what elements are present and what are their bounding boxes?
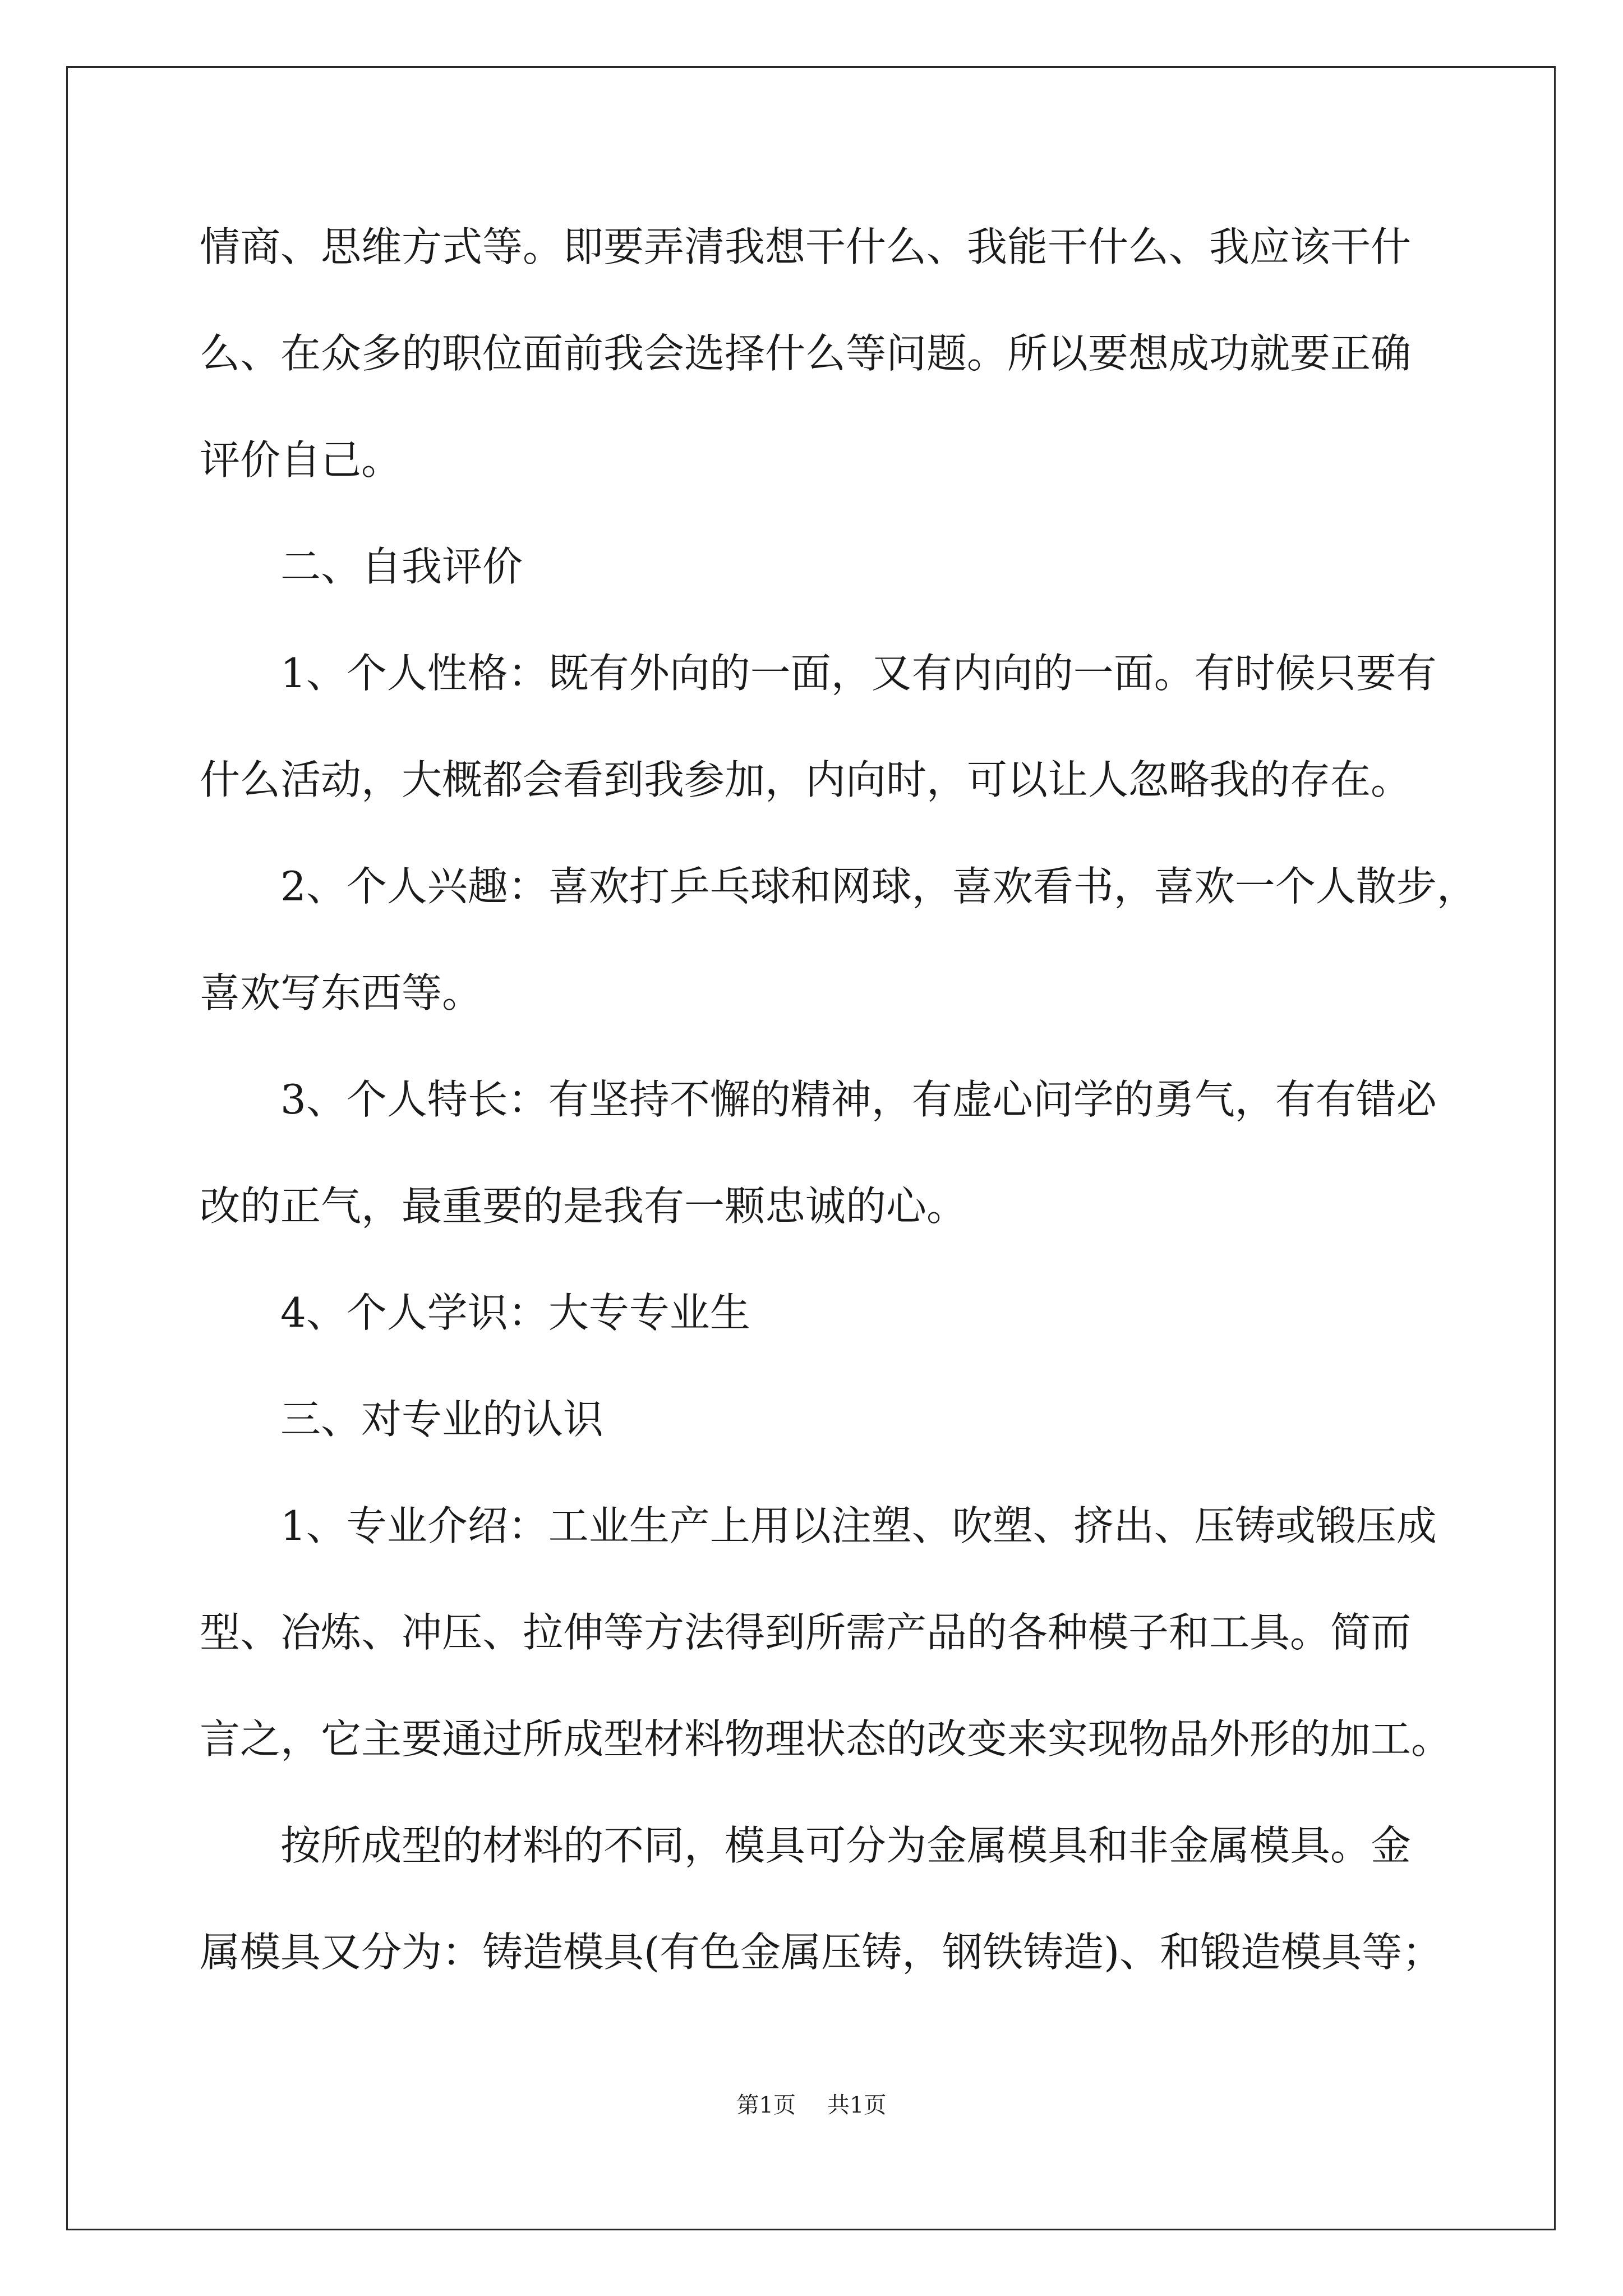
- paragraph-line: 按所成型的材料的不同，模具可分为金属模具和非金属模具。金: [280, 1822, 1412, 1869]
- paragraph-line: 4、个人学识：大专专业生: [280, 1289, 750, 1336]
- paragraph-line: 1、个人性格：既有外向的一面，又有内向的一面。有时候只要有: [280, 650, 1437, 697]
- page-number: 第1页: [736, 2092, 796, 2118]
- paragraph-line: 情商、思维方式等。即要弄清我想干什么、我能干什么、我应该干什: [200, 223, 1412, 270]
- page-total: 共1页: [827, 2092, 887, 2118]
- paragraph-line: 3、个人特长：有坚持不懈的精神，有虚心问学的勇气，有有错必: [280, 1076, 1437, 1123]
- paragraph-line: 2、个人兴趣：喜欢打乒乓球和网球，喜欢看书，喜欢一个人散步，: [280, 863, 1477, 910]
- document-body: [200, 216, 1477, 2028]
- paragraph-line: 评价自己。: [200, 436, 402, 484]
- paragraph-line: 什么活动，大概都会看到我参加，内向时，可以让人忽略我的存在。: [200, 756, 1412, 803]
- paragraph-line: 型、冶炼、冲压、拉伸等方法得到所需产品的各种模子和工具。简而: [200, 1609, 1412, 1656]
- section-heading: 二、自我评价: [280, 543, 523, 590]
- page-footer: [0, 2088, 1623, 2122]
- paragraph-line: 属模具又分为：铸造模具(有色金属压铸，钢铁铸造)、和锻造模具等；: [200, 1929, 1443, 1976]
- paragraph-line: 言之，它主要通过所成型材料物理状态的改变来实现物品外形的加工。: [200, 1715, 1452, 1763]
- paragraph-line: 么、在众多的职位面前我会选择什么等问题。所以要想成功就要正确: [200, 330, 1412, 377]
- paragraph-line: 喜欢写东西等。: [200, 969, 483, 1016]
- section-heading: 三、对专业的认识: [280, 1396, 604, 1443]
- paragraph-line: 改的正气，最重要的是我有一颗忠诚的心。: [200, 1182, 967, 1230]
- paragraph-line: 1、专业介绍：工业生产上用以注塑、吹塑、挤出、压铸或锻压成: [280, 1502, 1437, 1549]
